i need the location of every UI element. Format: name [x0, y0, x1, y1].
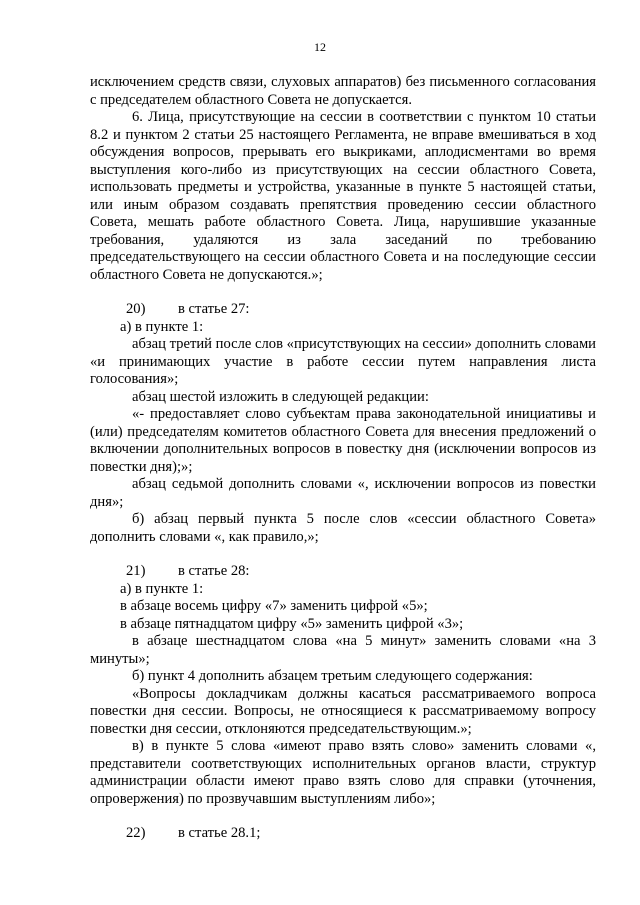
- paragraph: исключением средств связи, слуховых аппаратов) без письменного согласования с председателем областного Совета не допускается.: [90, 74, 596, 108]
- item-number: 21): [126, 563, 146, 579]
- paragraph: а) в пункте 1:: [120, 318, 204, 335]
- item-number: 22): [126, 825, 146, 841]
- paragraph: а) в пункте 1:: [120, 580, 204, 597]
- item-text: в статье 27:: [178, 301, 250, 317]
- paragraph: 6. Лица, присутствующие на сессии в соответствии с пунктом 10 статьи 8.2 и пунктом 2 статьи 25 настоящего Регламента, не вправе вмешиваться в ход обсуждения вопросов, прерывать его выкриками, аплодисментами во время выступления кого-либо из присутствующих на сессии областного Совета, использовать предметы и устройства, указанные в пункте 5 настоящей статьи, или иным образом создавать препятствия проведению сессии областного Совета, мешать работе областного Совета. Лица, нарушившие указанные требования, удаляются из зала заседаний по требованию председательствующего на сессии областного Совета и на последующие сессии областного Совета не допускаются.»;: [90, 109, 596, 283]
- paragraph: в абзаце шестнадцатом слова «на 5 минут» заменить словами «на 3 минуты»;: [90, 633, 596, 667]
- paragraph: «Вопросы докладчикам должны касаться рассматриваемого вопроса повестки дня сессии. Вопросы, не относящиеся к рассматриваемому вопросу повестки дня сессии, отклоняются председательствующим.»;: [90, 685, 596, 737]
- paragraph: б) пункт 4 дополнить абзацем третьим следующего содержания:: [132, 668, 533, 684]
- paragraph: абзац третий после слов «присутствующих на сессии» дополнить словами «и принимающих участие в работе сессии путем направления листа голосования»;: [90, 336, 596, 387]
- paragraph: в) в пункте 5 слова «имеют право взять слово» заменить словами «, представители соответствующих исполнительных органов власти, структур администрации области имеют право взять слово для справки (уточнения, опровержения) по прозвучавшим выступлениям либо»;: [90, 738, 596, 807]
- page-number: 12: [314, 40, 326, 54]
- item-text: в статье 28:: [178, 563, 250, 579]
- paragraph: в абзаце восемь цифру «7» заменить цифрой «5»;: [120, 598, 428, 614]
- item-number: 20): [126, 301, 146, 317]
- list-item: [90, 563, 596, 581]
- document-body: [90, 74, 596, 843]
- paragraph: абзац шестой изложить в следующей редакции:: [132, 388, 429, 405]
- paragraph: в абзаце пятнадцатом цифру «5» заменить цифрой «3»;: [120, 615, 464, 632]
- paragraph: «- предоставляет слово субъектам права законодательной инициативы и (или) председателям комитетов областного Совета для внесения предложений о включении дополнительных вопросов в повестку дня (исключении вопросов из повестки дня);»;: [90, 406, 596, 475]
- item-text: в статье 28.1;: [178, 825, 261, 841]
- paragraph: абзац седьмой дополнить словами «, исключении вопросов из повестки дня»;: [90, 476, 596, 510]
- paragraph: б) абзац первый пункта 5 после слов «сессии областного Совета» дополнить словами «, как правило,»;: [90, 511, 596, 545]
- list-item: [90, 301, 596, 319]
- list-item: [90, 825, 596, 843]
